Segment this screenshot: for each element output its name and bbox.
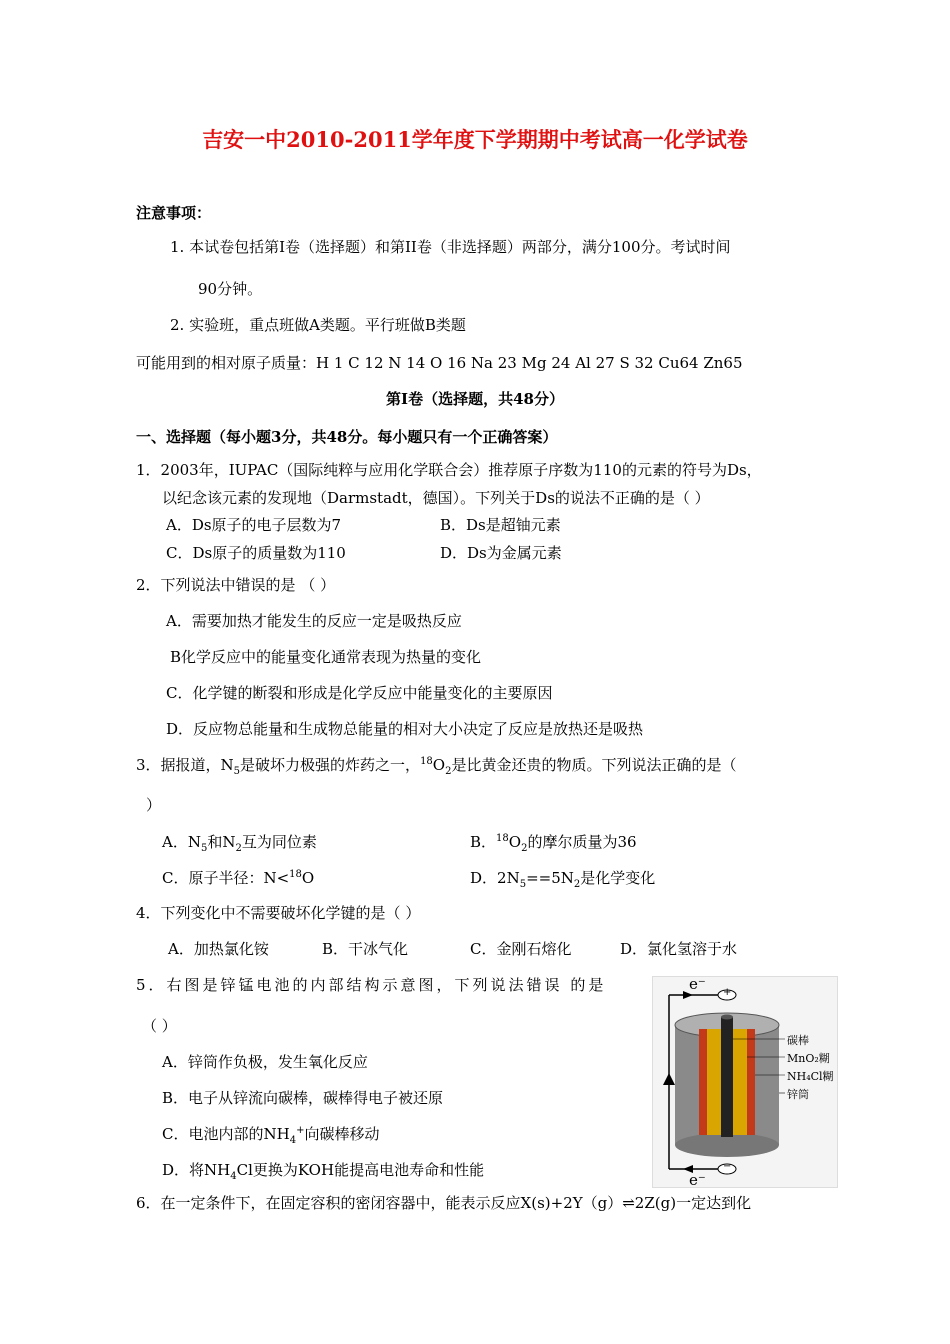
q5-option-d: D．将$NH_4Cl$更换为KOH能提高电池寿命和性能 [162,1161,485,1182]
q6-stem: 6．在一定条件下，在固定容积的密闭容器中，能表示反应X(s)+2Y（g）⇌2Z(g)一定达到化 [136,1194,752,1212]
q3-option-d: D．$2N_5==5N_2$是化学变化 [470,869,656,890]
label-carbon-rod: 碳棒 [787,1034,809,1047]
q1-option-b: B．Ds是超铀元素 [440,516,561,534]
zinc-manganese-battery-diagram [652,976,838,1188]
label-zinc-can: 锌筒 [787,1088,809,1101]
q2-option-a: A．需要加热才能发生的反应一定是吸热反应 [166,612,462,630]
q5-option-a: A．锌筒作负极，发生氧化反应 [162,1053,368,1071]
q1-option-c: C．Ds原子的质量数为110 [166,544,346,562]
q3-option-a: A．$N_5$和$N_2$互为同位素 [162,833,317,854]
q1-option-d: D．Ds为金属元素 [440,544,562,562]
q5-stem: 5．右图是锌锰电池的内部结构示意图，下列说法错误 的是 [136,976,607,994]
notice-heading: 注意事项： [136,204,212,222]
electron-label-top: e⁻ [689,975,706,993]
section-1-title: 第Ⅰ卷（选择题，共48分） [386,390,564,408]
notice-item-1-cont: 90分钟。 [198,280,263,298]
q4-stem: 4．下列变化中不需要破坏化学键的是（ ） [136,904,421,922]
q2-option-b: B化学反应中的能量变化通常表现为热量的变化 [170,648,482,666]
q4-option-b: B．干冰气化 [322,940,409,958]
exam-title: 吉安一中2010-2011学年度下学期期中考试高一化学试卷 [202,127,748,152]
q4-option-d: D．氯化氢溶于水 [620,940,738,958]
positive-terminal: + [723,987,732,998]
q2-option-d: D．反应物总能量和生成物总能量的相对大小决定了反应是放热还是吸热 [166,720,644,738]
q4-option-a: A．加热氯化铵 [168,940,269,958]
q1-option-a: A．Ds原子的电子层数为7 [166,516,342,534]
q3-option-b: B．$^{18}O_2$的摩尔质量为36 [470,833,637,854]
electron-label-bottom: e⁻ [689,1171,706,1189]
atomic-masses: 可能用到的相对原子质量：H 1 C 12 N 14 O 16 Na 23 Mg 24 Al 27 S 32 Cu64 Zn65 [136,354,743,372]
part-1-heading: 一、选择题（每小题3分，共48分。每小题只有一个正确答案） [136,428,558,446]
q4-option-c: C．金刚石熔化 [470,940,572,958]
notice-item-2: 2. 实验班，重点班做A类题。平行班做B类题 [170,316,466,334]
q3-stem-cont: ） [146,796,162,814]
q2-option-c: C．化学键的断裂和形成是化学反应中能量变化的主要原因 [166,684,553,702]
q1-stem-cont: 以纪念该元素的发现地（Darmstadt，德国）。下列关于Ds的说法不正确的是（ ） [162,489,710,507]
negative-terminal: − [723,1161,732,1172]
q5-paren: （ ） [142,1017,177,1035]
notice-item-1: 1. 本试卷包括第I卷（选择题）和第II卷（非选择题）两部分，满分100分。考试时间 [170,238,731,256]
label-nh4cl-paste: NH₄Cl糊 [787,1070,834,1083]
q2-stem: 2．下列说法中错误的是 （ ） [136,576,336,594]
q1-stem: 1．2003年，IUPAC（国际纯粹与应用化学联合会）推荐原子序数为110的元素的符号为Ds， [136,461,762,479]
q5-option-b: B．电子从锌流向碳棒，碳棒得电子被还原 [162,1089,444,1107]
q3-stem: 3．据报道，$N_5$是破坏力极强的炸药之一，$^{18}O_2$是比黄金还贵的物质。下列说法正确的是（ [136,756,737,777]
q5-option-c: C．电池内部的$NH_4^+$向碳棒移动 [162,1125,380,1146]
q3-option-c: C．原子半径：N<$^{18}$O [162,869,315,887]
label-mno2-paste: MnO₂糊 [787,1052,830,1065]
